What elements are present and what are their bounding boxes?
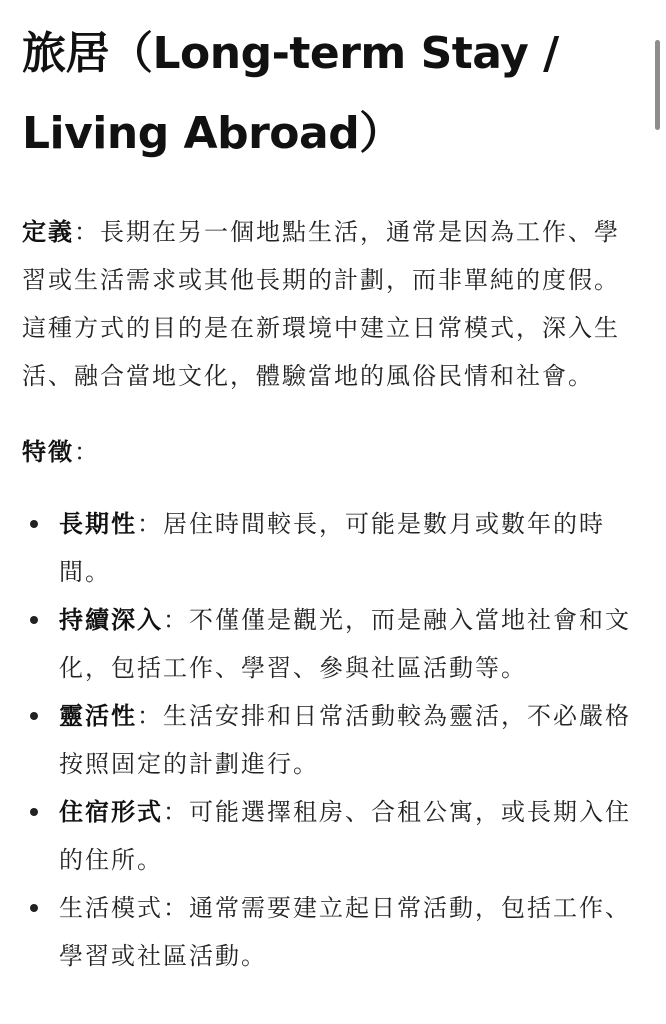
features-list: [22, 500, 636, 980]
bullet-icon: [30, 520, 38, 528]
list-item: [22, 500, 636, 596]
page-title: 旅居（Long-term Stay / Living Abroad）: [22, 28, 559, 159]
bullet-icon: [30, 616, 38, 624]
features-heading-label: 特徵: [22, 438, 74, 466]
features-heading-suffix: ：: [74, 438, 100, 466]
feature-term: 長期性: [59, 510, 137, 538]
bullet-icon: [30, 904, 38, 912]
feature-term: 持續深入: [59, 606, 163, 634]
feature-text: 生活模式：通常需要建立起日常活動，包括工作、學習或社區活動。: [59, 894, 631, 970]
feature-text: ：不僅僅是觀光，而是融入當地社會和文化，包括工作、學習、參與社區活動等。: [59, 606, 631, 682]
feature-term: 住宿形式: [59, 798, 163, 826]
scrollbar[interactable]: [655, 40, 660, 130]
feature-text: ：居住時間較長，可能是數月或數年的時間。: [59, 510, 605, 586]
feature-term: 靈活性: [59, 702, 137, 730]
list-item: [22, 692, 636, 788]
definition-paragraph: [22, 208, 636, 400]
definition-text: ：長期在另一個地點生活，通常是因為工作、學習或生活需求或其他長期的計劃，而非單純的度假。這種方式的目的是在新環境中建立日常模式，深入生活、融合當地文化，體驗當地的風俗民情和社會。: [22, 218, 620, 390]
feature-text: ：生活安排和日常活動較為靈活，不必嚴格按照固定的計劃進行。: [59, 702, 631, 778]
feature-text: ：可能選擇租房、合租公寓，或長期入住的住所。: [59, 798, 631, 874]
list-item: [22, 788, 636, 884]
list-item: [22, 596, 636, 692]
bullet-icon: [30, 808, 38, 816]
features-heading: [22, 428, 636, 476]
definition-term: 定義: [22, 218, 74, 246]
bullet-icon: [30, 712, 38, 720]
list-item: [22, 884, 636, 980]
